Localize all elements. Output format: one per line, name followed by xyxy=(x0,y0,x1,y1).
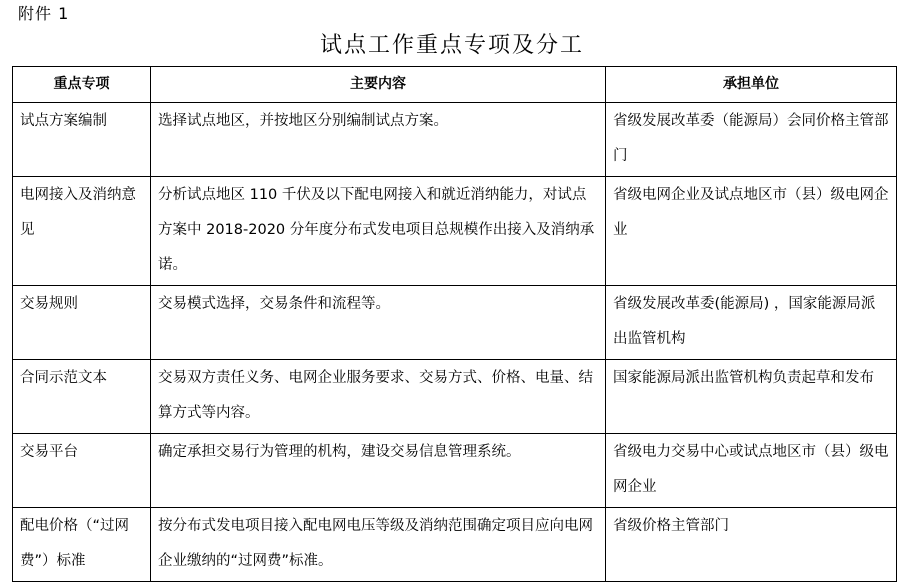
responsible-unit-cell: 省级发展改革委（能源局）会同价格主管部门 xyxy=(606,103,897,177)
main-content-cell: 确定承担交易行为管理的机构，建设交易信息管理系统。 xyxy=(151,434,606,508)
table-row xyxy=(13,286,897,360)
document-title: 试点工作重点专项及分工 xyxy=(319,33,584,58)
key-item-cell: 电网接入及消纳意见 xyxy=(13,177,151,286)
responsible-unit-cell: 省级电力交易中心或试点地区市（县）级电网企业 xyxy=(606,434,897,508)
task-division-table xyxy=(12,66,897,582)
responsible-unit-cell: 省级电网企业及试点地区市（县）级电网企业 xyxy=(606,177,897,286)
main-content-cell: 交易模式选择，交易条件和流程等。 xyxy=(151,286,606,360)
table-row xyxy=(13,177,897,286)
responsible-unit-cell: 国家能源局派出监管机构负责起草和发布 xyxy=(606,360,897,434)
table-row xyxy=(13,360,897,434)
column-header-key-item: 重点专项 xyxy=(13,67,151,103)
table-row xyxy=(13,434,897,508)
key-item-cell: 试点方案编制 xyxy=(13,103,151,177)
main-content-cell: 按分布式发电项目接入配电网电压等级及消纳范围确定项目应向电网企业缴纳的“过网费”标准。 xyxy=(151,508,606,582)
key-item-cell: 交易平台 xyxy=(13,434,151,508)
table-row xyxy=(13,103,897,177)
column-header-main-content: 主要内容 xyxy=(151,67,606,103)
column-header-responsible-unit: 承担单位 xyxy=(606,67,897,103)
main-content-cell: 选择试点地区，并按地区分别编制试点方案。 xyxy=(151,103,606,177)
table-header-row xyxy=(13,67,897,103)
table-row xyxy=(13,508,897,582)
main-content-cell: 分析试点地区 110 千伏及以下配电网接入和就近消纳能力，对试点方案中 2018-2020 分年度分布式发电项目总规模作出接入及消纳承诺。 xyxy=(151,177,606,286)
key-item-cell: 交易规则 xyxy=(13,286,151,360)
key-item-cell: 合同示范文本 xyxy=(13,360,151,434)
main-content-cell: 交易双方责任义务、电网企业服务要求、交易方式、价格、电量、结算方式等内容。 xyxy=(151,360,606,434)
key-item-cell: 配电价格（“过网费”）标准 xyxy=(13,508,151,582)
responsible-unit-cell: 省级发展改革委(能源局) ，国家能源局派出监管机构 xyxy=(606,286,897,360)
attachment-label: 附件 1 xyxy=(18,4,70,23)
responsible-unit-cell: 省级价格主管部门 xyxy=(606,508,897,582)
